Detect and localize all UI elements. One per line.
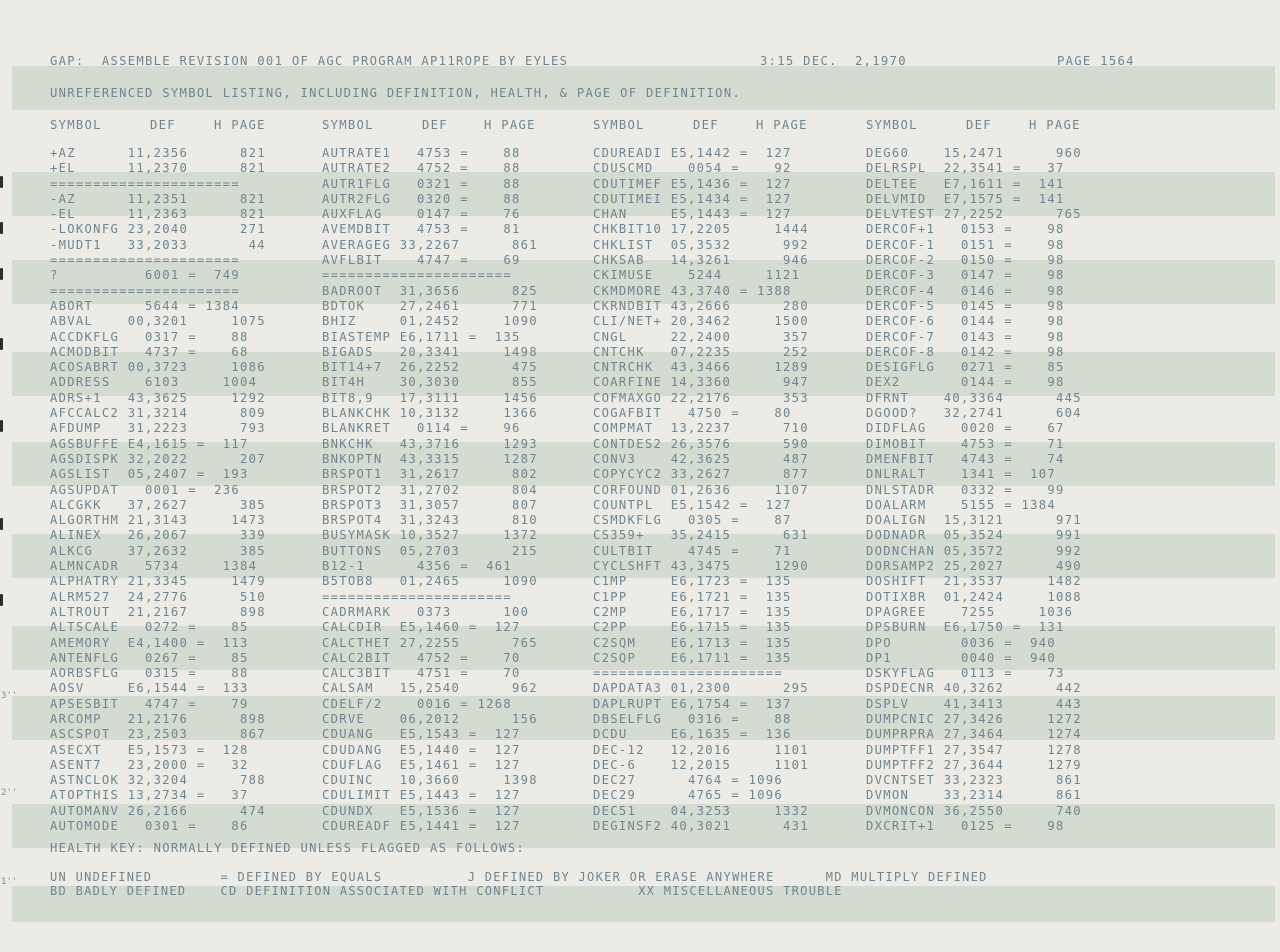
- symbol-row: CDULIMIT E5,1443 = 127: [322, 788, 521, 803]
- symbol-row: BRSPOT3 31,3057 807: [322, 497, 538, 512]
- symbol-row: DVMON 33,2314 861: [866, 788, 1082, 803]
- symbol-row: CS359+ 35,2415 631: [593, 528, 809, 543]
- col1-header-symbol: SYMBOL: [50, 118, 102, 132]
- symbol-row: DERCOF-6 0144 = 98: [866, 314, 1065, 329]
- symbol-row: DELTEE E7,1611 = 141: [866, 176, 1065, 191]
- symbol-row: DAPLRUPT E6,1754 = 137: [593, 696, 792, 711]
- symbol-row: ======================: [322, 268, 513, 283]
- symbol-row: ======================: [593, 666, 784, 681]
- symbol-row: ABVAL 00,3201 1075: [50, 314, 266, 329]
- symbol-row: -AZ 11,2351 821: [50, 191, 266, 206]
- symbol-row: CNTCHK 07,2235 252: [593, 344, 809, 359]
- symbol-row: DUMPTFF1 27,3547 1278: [866, 742, 1082, 757]
- symbol-row: ASCSPOT 23,2503 867: [50, 727, 266, 742]
- listing-subtitle: UNREFERENCED SYMBOL LISTING, INCLUDING DEFINITION, HEALTH, & PAGE OF DEFINITION.: [50, 86, 741, 100]
- symbol-row: COFMAXGO 22,2176 353: [593, 390, 809, 405]
- col1-header-hpage: H PAGE: [214, 118, 266, 132]
- symbol-row: CHAN E5,1443 = 127: [593, 207, 792, 222]
- col1-header-def: DEF: [150, 118, 176, 132]
- symbol-row: BIT8,9 17,3111 1456: [322, 390, 538, 405]
- symbol-row: CKRNDBIT 43,2666 280: [593, 298, 809, 313]
- symbol-row: DNLRALT 1341 = 107: [866, 467, 1057, 482]
- symbol-row: C1PP E6,1721 = 135: [593, 589, 792, 604]
- symbol-row: DERCOF+1 0153 = 98: [866, 222, 1065, 237]
- symbol-column-1: [50, 146, 266, 834]
- symbol-row: BIT4H 30,3030 855: [322, 375, 538, 390]
- col4-header-symbol: SYMBOL: [866, 118, 918, 132]
- symbol-row: ADRS+1 43,3625 1292: [50, 390, 266, 405]
- symbol-row: DVMONCON 36,2550 740: [866, 803, 1082, 818]
- symbol-row: ======================: [50, 176, 241, 191]
- symbol-row: ADDRESS 6103 1004: [50, 375, 258, 390]
- symbol-row: CDUTIMEF E5,1436 = 127: [593, 176, 792, 191]
- symbol-row: C1MP E6,1723 = 135: [593, 574, 792, 589]
- symbol-row: COGAFBIT 4750 = 80: [593, 406, 792, 421]
- symbol-row: DORSAMP2 25,2027 490: [866, 559, 1082, 574]
- symbol-row: DERCOF-1 0151 = 98: [866, 237, 1065, 252]
- symbol-row: -MUDT1 33,2033 44: [50, 237, 266, 252]
- symbol-row: CHKLIST 05,3532 992: [593, 237, 809, 252]
- symbol-row: -EL 11,2363 821: [50, 207, 266, 222]
- symbol-row: ALKCG 37,2632 385: [50, 543, 266, 558]
- symbol-row: AUTRATE1 4753 = 88: [322, 146, 521, 160]
- symbol-row: CDUNDX E5,1536 = 127: [322, 803, 521, 818]
- symbol-row: DSPDECNR 40,3262 442: [866, 681, 1082, 696]
- symbol-row: DOALIGN 15,3121 971: [866, 513, 1082, 528]
- symbol-row: ATOPTHIS 13,2734 = 37: [50, 788, 249, 803]
- symbol-row: DESIGFLG 0271 = 85: [866, 360, 1065, 375]
- col2-header-hpage: H PAGE: [484, 118, 536, 132]
- symbol-row: DEC29 4765 = 1096: [593, 788, 784, 803]
- symbol-row: DOTIXBR 01,2424 1088: [866, 589, 1082, 604]
- symbol-row: C2SQM E6,1713 = 135: [593, 635, 792, 650]
- symbol-row: CKIMUSE 5244 1121: [593, 268, 801, 283]
- symbol-row: DERCOF-3 0147 = 98: [866, 268, 1065, 283]
- listing-title: GAP: ASSEMBLE REVISION 001 OF AGC PROGRAM AP11ROPE BY EYLES: [50, 54, 569, 68]
- symbol-row: B12-1 4356 = 461: [322, 559, 513, 574]
- symbol-row: B5TOB8 01,2465 1090: [322, 574, 538, 589]
- symbol-row: DGOOD? 32,2741 604: [866, 406, 1082, 421]
- symbol-row: CORFOUND 01,2636 1107: [593, 482, 809, 497]
- symbol-row: ALMNCADR 5734 1384: [50, 559, 258, 574]
- symbol-row: BDTOK 27,2461 771: [322, 298, 538, 313]
- symbol-row: DAPDATA3 01,2300 295: [593, 681, 809, 696]
- symbol-row: AGSLIST 05,2407 = 193: [50, 467, 249, 482]
- symbol-row: ALGORTHM 21,3143 1473: [50, 513, 266, 528]
- health-key-heading: HEALTH KEY: NORMALLY DEFINED UNLESS FLAGGED AS FOLLOWS:: [50, 841, 526, 855]
- symbol-row: APSESBIT 4747 = 79: [50, 696, 249, 711]
- symbol-row: CALCDIR E5,1460 = 127: [322, 620, 521, 635]
- symbol-row: DFRNT 40,3364 445: [866, 390, 1082, 405]
- symbol-row: CONV3 42,3625 487: [593, 451, 809, 466]
- col2-header-symbol: SYMBOL: [322, 118, 374, 132]
- symbol-row: BADROOT 31,3656 825: [322, 283, 538, 298]
- symbol-column-3: [593, 146, 809, 834]
- symbol-row: CDUDANG E5,1440 = 127: [322, 742, 521, 757]
- symbol-row: AUTOMANV 26,2166 474: [50, 803, 266, 818]
- symbol-row: C2PP E6,1715 = 135: [593, 620, 792, 635]
- binder-hole-mark: [0, 176, 3, 188]
- symbol-row: AGSDISPK 32,2022 207: [50, 451, 266, 466]
- symbol-row: DERCOF-8 0142 = 98: [866, 344, 1065, 359]
- symbol-row: BRSPOT4 31,3243 810: [322, 513, 538, 528]
- col2-header-def: DEF: [422, 118, 448, 132]
- symbol-row: CDUREADI E5,1442 = 127: [593, 146, 792, 160]
- symbol-row: CSMDKFLG 0305 = 87: [593, 513, 792, 528]
- symbol-column-4: [866, 146, 1082, 834]
- symbol-row: AFCCALC2 31,3214 809: [50, 406, 266, 421]
- symbol-row: COUNTPL E5,1542 = 127: [593, 497, 792, 512]
- symbol-row: CDELF/2 0016 = 1268: [322, 696, 513, 711]
- symbol-row: ACOSABRT 00,3723 1086: [50, 360, 266, 375]
- symbol-row: ASTNCLOK 32,3204 788: [50, 773, 266, 788]
- symbol-row: ALRM527 24,2776 510: [50, 589, 266, 604]
- binder-hole-mark: [0, 222, 3, 234]
- symbol-row: AVFLBIT 4747 = 69: [322, 253, 521, 268]
- col3-header-hpage: H PAGE: [756, 118, 808, 132]
- symbol-column-2: [322, 146, 538, 834]
- symbol-row: ACMODBIT 4737 = 68: [50, 344, 249, 359]
- symbol-row: ======================: [50, 283, 241, 298]
- symbol-row: CDUREADF E5,1441 = 127: [322, 819, 521, 834]
- ruler-mark-1in: 1'': [1, 877, 18, 887]
- symbol-row: CALCTHET 27,2255 765: [322, 635, 538, 650]
- symbol-row: AVERAGEG 33,2267 861: [322, 237, 538, 252]
- symbol-row: ALCGKK 37,2627 385: [50, 497, 266, 512]
- symbol-row: DERCOF-5 0145 = 98: [866, 298, 1065, 313]
- symbol-row: AFDUMP 31,2223 793: [50, 421, 266, 436]
- symbol-row: BIT14+7 26,2252 475: [322, 360, 538, 375]
- health-key-line-1: UN UNDEFINED = DEFINED BY EQUALS J DEFINED BY JOKER OR ERASE ANYWHERE MD MULTIPLY DEFINED: [50, 870, 988, 884]
- symbol-row: C2SQP E6,1711 = 135: [593, 650, 792, 665]
- symbol-row: CHKSAB 14,3261 946: [593, 253, 809, 268]
- symbol-row: DERCOF-2 0150 = 98: [866, 253, 1065, 268]
- symbol-row: DEC-6 12,2015 1101: [593, 757, 809, 772]
- symbol-row: CULTBIT 4745 = 71: [593, 543, 792, 558]
- symbol-row: BHIZ 01,2452 1090: [322, 314, 538, 329]
- symbol-row: DIDFLAG 0020 = 67: [866, 421, 1065, 436]
- page-number: PAGE 1564: [1057, 54, 1135, 68]
- symbol-row: ? 6001 = 749: [50, 268, 241, 283]
- symbol-row: BNKCHK 43,3716 1293: [322, 436, 538, 451]
- symbol-row: DOALARM 5155 = 1384: [866, 497, 1057, 512]
- symbol-row: AUTR2FLG 0320 = 88: [322, 191, 521, 206]
- symbol-row: AUXFLAG 0147 = 76: [322, 207, 521, 222]
- symbol-row: CALC2BIT 4752 = 70: [322, 650, 521, 665]
- symbol-row: AGSBUFFE E4,1615 = 117: [50, 436, 249, 451]
- symbol-row: ALPHATRY 21,3345 1479: [50, 574, 266, 589]
- symbol-row: ASECXT E5,1573 = 128: [50, 742, 249, 757]
- symbol-row: BUSYMASK 10,3527 1372: [322, 528, 538, 543]
- symbol-row: C2MP E6,1717 = 135: [593, 604, 792, 619]
- symbol-row: DPAGREE 7255 1036: [866, 604, 1074, 619]
- symbol-row: CKMDMORE 43,3740 = 1388: [593, 283, 792, 298]
- listing-timestamp: 3:15 DEC. 2,1970: [760, 54, 907, 68]
- symbol-row: CADRMARK 0373 100: [322, 604, 530, 619]
- symbol-row: AMEMORY E4,1400 = 113: [50, 635, 249, 650]
- symbol-row: BUTTONS 05,2703 215: [322, 543, 538, 558]
- symbol-row: DELVMID E7,1575 = 141: [866, 191, 1065, 206]
- symbol-row: DPSBURN E6,1750 = 131: [866, 620, 1065, 635]
- symbol-row: DELVTEST 27,2252 765: [866, 207, 1082, 222]
- symbol-row: DOSHIFT 21,3537 1482: [866, 574, 1082, 589]
- symbol-row: AUTOMODE 0301 = 86: [50, 819, 249, 834]
- symbol-row: CONTDES2 26,3576 590: [593, 436, 809, 451]
- symbol-row: DNLSTADR 0332 = 99: [866, 482, 1065, 497]
- symbol-row: -LOKONFG 23,2040 271: [50, 222, 266, 237]
- symbol-row: DERCOF-4 0146 = 98: [866, 283, 1065, 298]
- symbol-row: ACCDKFLG 0317 = 88: [50, 329, 249, 344]
- symbol-row: DEG60 15,2471 960: [866, 146, 1082, 160]
- symbol-row: DODNCHAN 05,3572 992: [866, 543, 1082, 558]
- symbol-row: AUTR1FLG 0321 = 88: [322, 176, 521, 191]
- binder-hole-mark: [0, 420, 3, 432]
- symbol-row: CYCLSHFT 43,3475 1290: [593, 559, 809, 574]
- symbol-row: AUTRATE2 4752 = 88: [322, 161, 521, 176]
- symbol-row: DEGINSF2 40,3021 431: [593, 819, 809, 834]
- ruler-mark-2in: 2'': [1, 788, 18, 798]
- symbol-row: DUMPCNIC 27,3426 1272: [866, 711, 1082, 726]
- symbol-row: DVCNTSET 33,2323 861: [866, 773, 1082, 788]
- symbol-row: CLI/NET+ 20,3462 1500: [593, 314, 809, 329]
- symbol-row: DCDU E6,1635 = 136: [593, 727, 792, 742]
- symbol-row: ARCOMP 21,2176 898: [50, 711, 266, 726]
- symbol-row: DUMPTFF2 27,3644 1279: [866, 757, 1082, 772]
- symbol-row: DSKYFLAG 0113 = 73: [866, 666, 1065, 681]
- symbol-row: CDUSCMD 0054 = 92: [593, 161, 792, 176]
- symbol-row: BLANKCHK 10,3132 1366: [322, 406, 538, 421]
- symbol-row: CDUTIMEI E5,1434 = 127: [593, 191, 792, 206]
- symbol-row: COPYCYC2 33,2627 877: [593, 467, 809, 482]
- symbol-row: DXCRIT+1 0125 = 98: [866, 819, 1065, 834]
- symbol-row: CDUANG E5,1543 = 127: [322, 727, 521, 742]
- symbol-row: ======================: [50, 253, 241, 268]
- symbol-row: +EL 11,2370 821: [50, 161, 266, 176]
- symbol-row: ASENT7 23,2000 = 32: [50, 757, 249, 772]
- symbol-row: CALC3BIT 4751 = 70: [322, 666, 521, 681]
- binder-hole-mark: [0, 518, 3, 530]
- binder-hole-mark: [0, 338, 3, 350]
- symbol-row: COARFINE 14,3360 947: [593, 375, 809, 390]
- symbol-row: DSPLV 41,3413 443: [866, 696, 1082, 711]
- symbol-row: DIMOBIT 4753 = 71: [866, 436, 1065, 451]
- symbol-row: AORBSFLG 0315 = 88: [50, 666, 249, 681]
- symbol-row: DELRSPL 22,3541 = 37: [866, 161, 1065, 176]
- symbol-row: +AZ 11,2356 821: [50, 146, 266, 160]
- symbol-row: BRSPOT1 31,2617 802: [322, 467, 538, 482]
- symbol-row: DEC27 4764 = 1096: [593, 773, 784, 788]
- symbol-row: DUMPRPRA 27,3464 1274: [866, 727, 1082, 742]
- ruler-mark-3in: 3'': [1, 691, 18, 701]
- symbol-row: COMPMAT 13,2237 710: [593, 421, 809, 436]
- col4-header-hpage: H PAGE: [1029, 118, 1081, 132]
- symbol-row: DERCOF-7 0143 = 98: [866, 329, 1065, 344]
- symbol-row: ALINEX 26,2067 339: [50, 528, 266, 543]
- symbol-row: DEC-12 12,2016 1101: [593, 742, 809, 757]
- symbol-row: AOSV E6,1544 = 133: [50, 681, 249, 696]
- symbol-row: ALTROUT 21,2167 898: [50, 604, 266, 619]
- symbol-row: CDUFLAG E5,1461 = 127: [322, 757, 521, 772]
- col4-header-def: DEF: [966, 118, 992, 132]
- symbol-row: BRSPOT2 31,2702 804: [322, 482, 538, 497]
- binder-hole-mark: [0, 268, 3, 280]
- symbol-row: CHKBIT10 17,2205 1444: [593, 222, 809, 237]
- symbol-row: ======================: [322, 589, 513, 604]
- symbol-row: ANTENFLG 0267 = 85: [50, 650, 249, 665]
- symbol-row: AVEMDBIT 4753 = 81: [322, 222, 521, 237]
- symbol-row: BLANKRET 0114 = 96: [322, 421, 521, 436]
- symbol-row: BIGADS 20,3341 1498: [322, 344, 538, 359]
- symbol-row: DPO 0036 = 940: [866, 635, 1057, 650]
- symbol-row: DBSELFLG 0316 = 88: [593, 711, 792, 726]
- symbol-row: CDRVE 06,2012 156: [322, 711, 538, 726]
- binder-hole-mark: [0, 594, 3, 606]
- symbol-row: BIASTEMP E6,1711 = 135: [322, 329, 521, 344]
- symbol-row: DODNADR 05,3524 991: [866, 528, 1082, 543]
- symbol-row: BNKOPTN 43,3315 1287: [322, 451, 538, 466]
- symbol-row: DMENFBIT 4743 = 74: [866, 451, 1065, 466]
- symbol-row: DEC51 04,3253 1332: [593, 803, 809, 818]
- symbol-row: DP1 0040 = 940: [866, 650, 1057, 665]
- symbol-row: ABORT 5644 = 1384: [50, 298, 241, 313]
- health-key-line-2: BD BADLY DEFINED CD DEFINITION ASSOCIATED WITH CONFLICT XX MISCELLANEOUS TROUBLE: [50, 884, 843, 898]
- symbol-row: CDUINC 10,3660 1398: [322, 773, 538, 788]
- symbol-row: AGSUPDAT 0001 = 236: [50, 482, 241, 497]
- symbol-row: CNGL 22,2400 357: [593, 329, 809, 344]
- symbol-row: CNTRCHK 43,3466 1289: [593, 360, 809, 375]
- symbol-row: DEX2 0144 = 98: [866, 375, 1065, 390]
- col3-header-def: DEF: [693, 118, 719, 132]
- symbol-row: ALTSCALE 0272 = 85: [50, 620, 249, 635]
- col3-header-symbol: SYMBOL: [593, 118, 645, 132]
- symbol-row: CALSAM 15,2540 962: [322, 681, 538, 696]
